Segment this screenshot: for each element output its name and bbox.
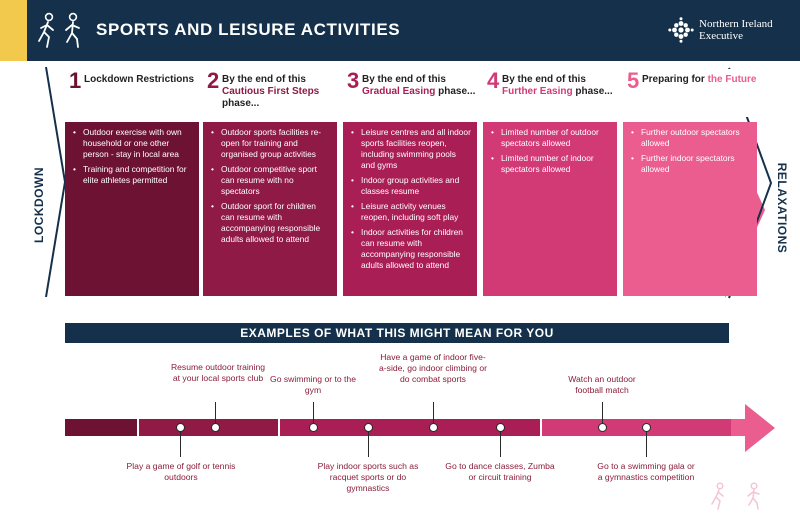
phase-list-item: • Indoor group activities and classes resume xyxy=(359,175,471,197)
phase-list-item: • Outdoor sport for children can resume with accompanying responsible adults allowed to attend xyxy=(219,201,331,245)
phase-list xyxy=(489,127,611,175)
phase-title-lead: Preparing for xyxy=(642,74,705,85)
timeline-segment xyxy=(139,419,278,436)
marker-stem xyxy=(180,432,181,457)
phase-header xyxy=(65,69,199,117)
example-above: Go swimming or to the gym xyxy=(270,374,356,395)
phase-title-highlight: Cautious First Steps xyxy=(222,86,320,97)
marker-stem xyxy=(368,432,369,457)
timeline-marker xyxy=(176,423,185,432)
timeline-marker xyxy=(496,423,505,432)
phase-title xyxy=(362,74,477,98)
phase-list-item: • Further indoor spectators allowed xyxy=(639,153,751,175)
phase-header xyxy=(623,69,757,117)
timeline-segment xyxy=(65,419,137,436)
timeline-marker xyxy=(364,423,373,432)
phase-body xyxy=(65,122,199,296)
phase-title-lead: By the end of this xyxy=(222,74,306,85)
marker-stem xyxy=(215,402,216,424)
timeline-marker xyxy=(211,423,220,432)
phase-title xyxy=(84,74,199,86)
marker-stem xyxy=(602,402,603,424)
phase-list xyxy=(349,127,471,271)
timeline-marker xyxy=(598,423,607,432)
phase-title xyxy=(642,74,757,86)
logo-text: Northern Ireland Executive xyxy=(699,18,773,42)
phase-header xyxy=(343,69,477,117)
phase-body xyxy=(343,122,477,296)
phase-number: 4 xyxy=(487,68,500,93)
decorative-runner-icon xyxy=(745,482,763,510)
phase-title-tail: phase... xyxy=(222,98,260,109)
timeline-marker xyxy=(429,423,438,432)
marker-stem xyxy=(500,432,501,457)
example-above: Watch an outdoor football match xyxy=(568,374,636,395)
marker-stem xyxy=(646,432,647,457)
example-below: Go to dance classes, Zumba or circuit training xyxy=(445,461,555,482)
example-above: Have a game of indoor five-a-side, go indoor climbing or do combat sports xyxy=(379,352,487,384)
phase-title-highlight: the Future xyxy=(707,74,757,85)
marker-stem xyxy=(433,402,434,424)
phase-number: 5 xyxy=(627,68,640,93)
phase-list xyxy=(209,127,331,245)
phase-body xyxy=(623,122,757,296)
phase-number: 2 xyxy=(207,68,220,93)
phase-title xyxy=(502,74,617,98)
phase-list-item: • Limited number of outdoor spectators allowed xyxy=(499,127,611,149)
phase-list-item: • Outdoor competitive sport can resume with no spectators xyxy=(219,164,331,197)
phase-list xyxy=(629,127,751,175)
marker-stem xyxy=(313,402,314,424)
lockdown-label: LOCKDOWN xyxy=(32,167,46,243)
timeline-marker xyxy=(642,423,651,432)
phase-title-tail: phase... xyxy=(438,86,476,97)
phase-body xyxy=(203,122,337,296)
timeline-marker xyxy=(309,423,318,432)
example-above: Resume outdoor training at your local sports club xyxy=(170,362,266,383)
lockdown-chevron xyxy=(45,66,67,298)
example-below: Play a game of golf or tennis outdoors xyxy=(126,461,236,482)
phase-list-item: • Indoor activities for children can resume with accompanying responsible adults allowed to attend xyxy=(359,227,471,271)
relaxations-label: RELAXATIONS xyxy=(775,162,789,254)
phase-list xyxy=(71,127,193,186)
decorative-runner-icon xyxy=(710,482,728,510)
phase-list-item: • Further outdoor spectators allowed xyxy=(639,127,751,149)
phase-number: 1 xyxy=(69,68,82,93)
phase-header xyxy=(483,69,617,117)
phase-title-lead: By the end of this xyxy=(502,74,586,85)
example-below: Go to a swimming gala or a gymnastics competition xyxy=(597,461,695,482)
phase-list-item: • Leisure centres and all indoor sports facilities reopen, including swimming pools and gyms xyxy=(359,127,471,171)
runner-icon xyxy=(36,12,58,50)
phase-number: 3 xyxy=(347,68,360,93)
ni-executive-flower-icon xyxy=(668,17,694,43)
phase-list-item: • Limited number of indoor spectators allowed xyxy=(499,153,611,175)
phase-list-item: • Training and competition for elite athletes permitted xyxy=(81,164,193,186)
phase-title-highlight: Gradual Easing xyxy=(362,86,436,97)
phase-title-tail: phase... xyxy=(575,86,613,97)
phase-title-highlight: Further Easing xyxy=(502,86,573,97)
phase-title-text: Lockdown Restrictions xyxy=(84,74,195,85)
phase-list-item: • Outdoor exercise with own household or one other person - stay in local area xyxy=(81,127,193,160)
timeline-arrow xyxy=(731,404,775,452)
phase-header xyxy=(203,69,337,117)
phase-title xyxy=(222,74,337,110)
phase-body xyxy=(483,122,617,296)
phase-list-item: • Outdoor sports facilities re-open for training and organised group activities xyxy=(219,127,331,160)
page-title: SPORTS AND LEISURE ACTIVITIES xyxy=(96,20,401,39)
example-below: Play indoor sports such as racquet sports or do gymnastics xyxy=(317,461,419,493)
timeline-segment xyxy=(542,419,732,436)
header-accent xyxy=(0,0,27,61)
phase-title-lead: By the end of this xyxy=(362,74,446,85)
phase-list-item: • Leisure activity venues reopen, including soft play xyxy=(359,201,471,223)
examples-title: EXAMPLES OF WHAT THIS MIGHT MEAN FOR YOU xyxy=(240,326,554,340)
runner-icon xyxy=(62,12,84,50)
